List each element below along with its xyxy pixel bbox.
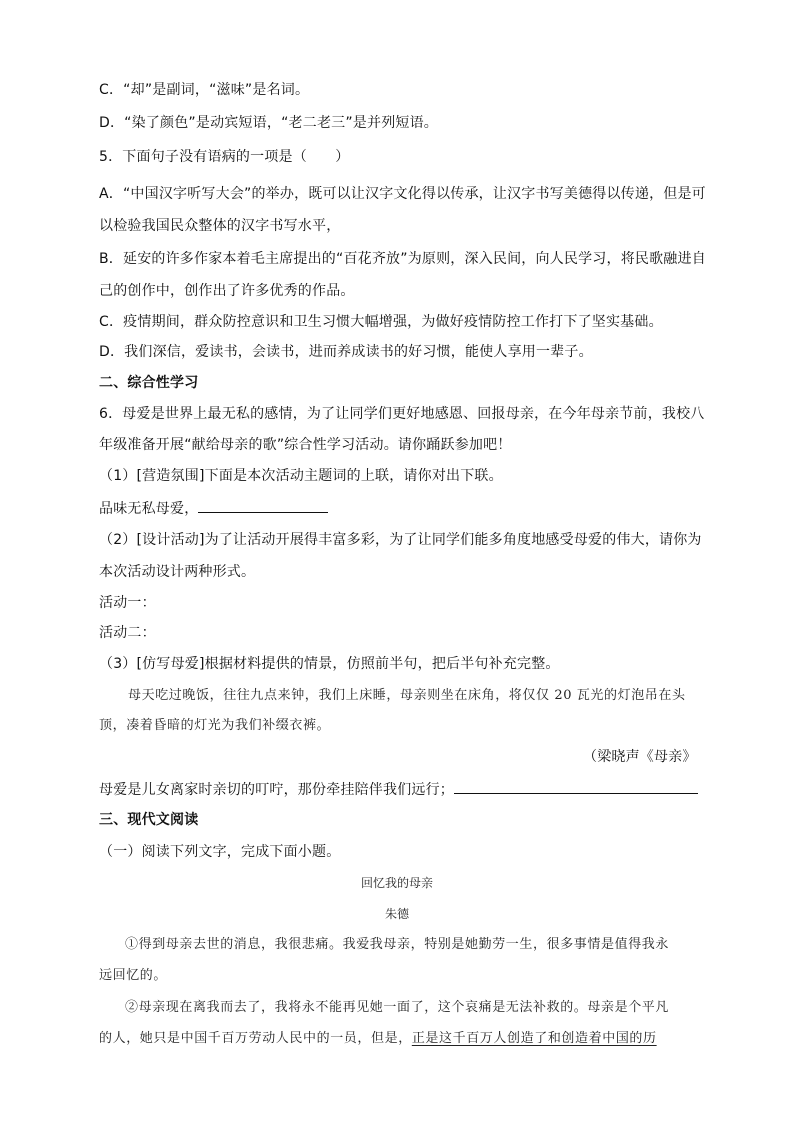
section2-heading: 二、综合性学习 [99,375,199,391]
imitation-answer-blank[interactable] [454,779,698,794]
q5-stem: 5．下面句子没有语病的一项是（ ） [99,149,350,165]
paragraph1-line1: ①得到母亲去世的消息，我很悲痛。我爱我母亲，特别是她勤劳一生，很多事情是值得我永 [125,937,670,952]
activity-one-label: 活动一： [99,595,156,611]
section3-part1-instruction: （一）阅读下列文字，完成下面小题。 [99,844,341,860]
paragraph2-line1: ②母亲现在离我而去了，我将永不能再见她一面了，这个哀痛是无法补救的。母亲是个平凡 [125,1000,670,1015]
q4-option-c: C．“却”是副词，“滋味”是名词。 [99,82,310,98]
q6-sub1: （1）[营造氛围]下面是本次活动主题词的上联，请你对出下联。 [99,468,503,484]
q5-option-a-line2: 以检验我国民众整体的汉字书写水平， [99,218,341,234]
q5-option-a-line1: A．“中国汉字听写大会”的举办，既可以让汉字文化得以传承，让汉字书写美德得以传递，但是可 [99,186,706,202]
q6-sub3: （3）[仿写母爱]根据材料提供的情景，仿照前半句，把后半句补充完整。 [99,656,560,672]
article-author: 朱德 [384,907,409,921]
q6-sub2-line1: （2）[设计活动]为了让活动开展得丰富多彩，为了让同学们能多角度地感受母爱的伟大，请你为 [99,532,702,548]
activity-two-label: 活动二： [99,625,156,641]
paragraph2-line2 [99,1029,657,1049]
q5-option-b-line1: B．延安的许多作家本着毛主席提出的“百花齐放”为原则，深入民间，向人民学习，将民歌融进自 [99,251,706,267]
q6-sub1-answer-line [99,498,328,519]
paragraph2-plain-text: 的人，她只是中国千百万劳动人民中的一员，但是， [99,1031,412,1046]
material-source: （梁晓声《母亲》 [583,749,697,765]
q5-option-b-line2: 己的创作中，创作出了许多优秀的作品。 [99,283,355,299]
paragraph1-line2: 远回忆的。 [99,968,168,983]
q6-sub2-line2: 本次活动设计两种形式。 [99,564,256,580]
imitation-prefix: 母爱是儿女离家时亲切的叮咛，那份牵挂陪伴我们远行； [99,782,454,798]
couplet-prefix: 品味无私母爱， [99,501,199,517]
q6-stem-line1: 6．母爱是世界上最无私的感情，为了让同学们更好地感恩、回报母亲，在今年母亲节前，我校八 [99,406,705,422]
q5-option-c: C．疫情期间，群众防控意识和卫生习惯大幅增强，为做好疫情防控工作打下了坚实基础。 [99,314,663,330]
imitation-line [99,779,698,800]
article-title: 回忆我的母亲 [360,876,433,890]
paragraph2-underlined-text: 正是这千百万人创造了和创造着中国的历 [411,1031,657,1046]
q6-stem-line2: 年级准备开展“献给母亲的歌”综合性学习活动。请你踊跃参加吧！ [99,437,512,453]
section3-heading: 三、现代文阅读 [99,812,199,828]
q5-option-d: D．我们深信，爱读书，会读书，进而养成读书的好习惯，能使人享用一辈子。 [99,344,593,360]
material-line2: 顶，凑着昏暗的灯光为我们补缀衣裤。 [99,718,331,733]
material-line1: 母天吃过晚饭，往往九点来钟，我们上床睡，母亲则坐在床角，将仅仅 20 瓦光的灯泡吊在头 [128,688,686,703]
couplet-answer-blank[interactable] [198,498,328,513]
q4-option-d: D．“染了颜色”是动宾短语，“老二老三”是并列短语。 [99,115,438,131]
